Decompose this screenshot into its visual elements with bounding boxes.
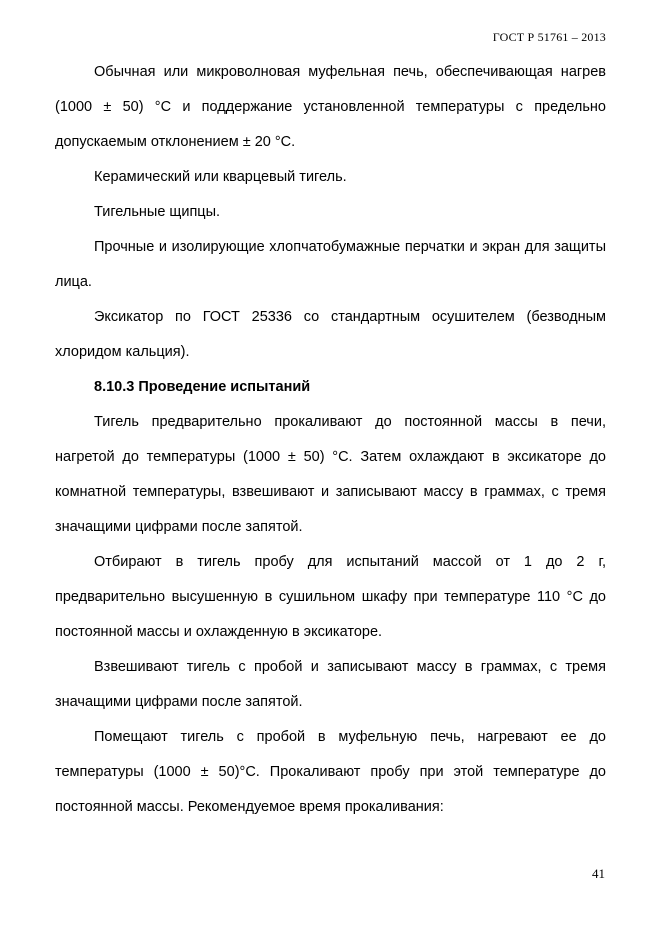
paragraph-desiccator: Эксикатор по ГОСТ 25336 со стандартным осушителем (безводным хлоридом кальция). bbox=[55, 309, 606, 360]
paragraph-weighing: Взвешивают тигель с пробой и записывают массу в граммах, с тремя значащими цифрами после запятой. bbox=[55, 659, 606, 710]
document-body bbox=[55, 55, 606, 825]
paragraph-gloves: Прочные и изолирующие хлопчатобумажные перчатки и экран для защиты лица. bbox=[55, 239, 606, 290]
paragraph-crucible: Керамический или кварцевый тигель. bbox=[94, 169, 347, 185]
paragraph-tongs: Тигельные щипцы. bbox=[94, 204, 221, 220]
paragraph-crucible-calcination: Тигель предварительно прокаливают до постоянной массы в печи, нагретой до температуры (1000 ± 50) °С. Затем охлаждают в эксикаторе до комнатной температуры, взвешивают и записывают массу в граммах, с тремя значащими цифрами после запятой. bbox=[55, 414, 606, 535]
standard-header: ГОСТ Р 51761 – 2013 bbox=[492, 30, 606, 44]
section-heading: 8.10.3 Проведение испытаний bbox=[94, 379, 311, 395]
paragraph-sample-selection: Отбирают в тигель пробу для испытаний массой от 1 до 2 г, предварительно высушенную в сушильном шкафу при температуре 110 °С до постоянной массы и охлажденную в эксикаторе. bbox=[55, 554, 606, 640]
paragraph-calcination: Помещают тигель с пробой в муфельную печь, нагревают ее до температуры (1000 ± 50)°С. Прокаливают пробу при этой температуре до постоянной массы. Рекомендуемое время прокаливания: bbox=[55, 729, 606, 815]
paragraph-muffle-furnace: Обычная или микроволновая муфельная печь, обеспечивающая нагрев (1000 ± 50) °С и поддержание установленной температуры с предельно допускаемым отклонением ± 20 °С. bbox=[55, 64, 606, 150]
page-number: 41 bbox=[592, 866, 605, 881]
